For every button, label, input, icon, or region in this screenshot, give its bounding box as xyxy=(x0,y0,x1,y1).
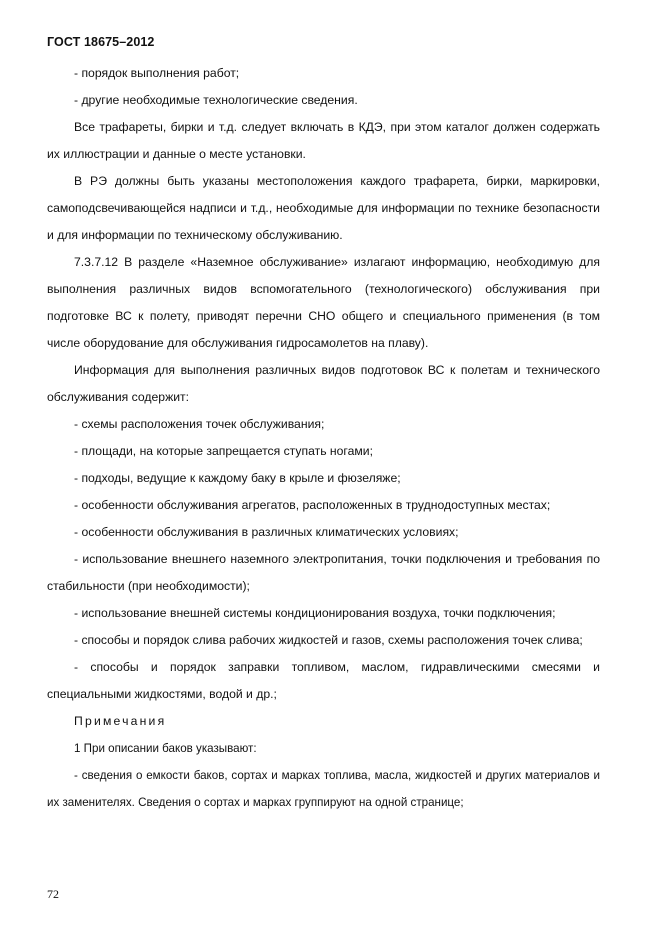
note-item: - сведения о емкости баков, сортах и марках топлива, масла, жидкостей и других материалов и их заменителях. Сведения о сортах и марках группируют на одной странице; xyxy=(47,769,600,809)
note-item: 1 При описании баков указывают: xyxy=(74,742,257,755)
list-item: - использование внешнего наземного электропитания, точки подключения и требования по стабильности (при необходимости); xyxy=(47,552,600,593)
body-paragraph: Все трафареты, бирки и т.д. следует включать в КДЭ, при этом каталог должен содержать их иллюстрации и данные о месте установки. xyxy=(47,120,600,161)
list-item: - использование внешней системы кондиционирования воздуха, точки подключения; xyxy=(74,606,556,620)
page-body xyxy=(47,60,600,816)
list-item: - схемы расположения точек обслуживания; xyxy=(74,417,325,431)
list-item: - площади, на которые запрещается ступать ногами; xyxy=(74,444,373,458)
body-paragraph: В РЭ должны быть указаны местоположения каждого трафарета, бирки, маркировки, самоподсвечивающейся надписи и т.д., необходимые для информации по технике безопасности и для информации по техническому обслуживанию. xyxy=(47,174,600,242)
list-item: - подходы, ведущие к каждому баку в крыле и фюзеляже; xyxy=(74,471,401,485)
list-item: - способы и порядок заправки топливом, маслом, гидравлическими смесями и специальными жидкостями, водой и др.; xyxy=(47,660,600,701)
page-number: 72 xyxy=(47,887,59,901)
list-item: - другие необходимые технологические сведения. xyxy=(74,93,358,107)
document-header: ГОСТ 18675–2012 xyxy=(47,35,155,49)
list-item: - способы и порядок слива рабочих жидкостей и газов, схемы расположения точек слива; xyxy=(74,633,583,647)
list-item: - порядок выполнения работ; xyxy=(74,66,240,80)
body-paragraph: Информация для выполнения различных видов подготовок ВС к полетам и технического обслуживания содержит: xyxy=(47,363,600,404)
list-item: - особенности обслуживания в различных климатических условиях; xyxy=(74,525,459,539)
list-item: - особенности обслуживания агрегатов, расположенных в труднодоступных местах; xyxy=(74,498,551,512)
section-paragraph: 7.3.7.12 В разделе «Наземное обслуживание» излагают информацию, необходимую для выполнения различных видов вспомогательного (технологического) обслуживания при подготовке ВС к полету, приводят перечни СНО общего и специального применения (в том числе оборудование для обслуживания гидросамолетов на плаву). xyxy=(47,255,600,350)
notes-title: Примечания xyxy=(74,714,167,728)
